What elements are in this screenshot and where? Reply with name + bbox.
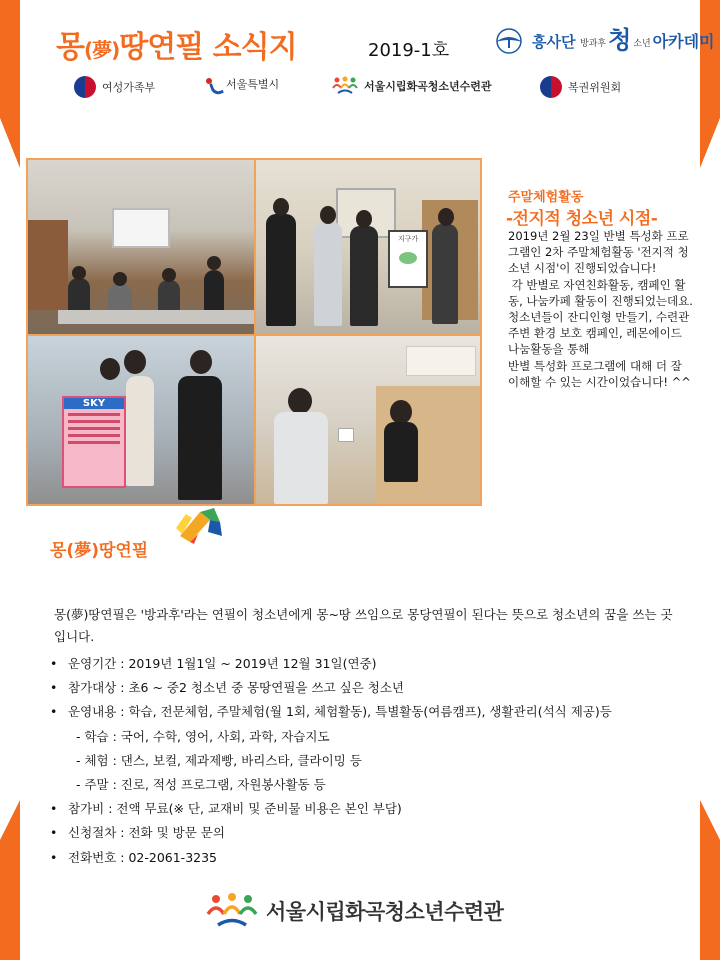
brand-heungsadan	[490, 28, 575, 54]
list-item: • 참가비 : 전액 무료(※ 단, 교재비 및 준비물 비용은 본인 부담)	[50, 797, 680, 821]
list-subitem: - 체험 : 댄스, 보컬, 제과제빵, 바리스타, 클라이밍 등	[76, 752, 362, 768]
brand-academy-small: 방과후	[580, 39, 607, 49]
frame-notch-bottom-right	[700, 800, 720, 840]
list-item: • 운영기간 : 2019년 1월1일 ~ 2019년 12월 31일(연중)	[50, 652, 680, 676]
logo-lottery	[540, 76, 621, 98]
whiteboard	[112, 208, 170, 248]
footer-logo	[206, 892, 503, 930]
drawing-board	[388, 230, 428, 288]
pink-sign-title: SKY	[64, 398, 124, 409]
logo-mogef	[74, 76, 155, 98]
brand-academy	[578, 28, 715, 52]
brand-heungsadan-label: 흥사단	[532, 32, 576, 51]
logo-lottery-label: 복권위원회	[568, 81, 622, 94]
gov-emblem-icon	[540, 76, 562, 98]
list-item: • 운영내용 : 학습, 전문체험, 주말체험(월 1회, 체험활동), 특별활동(여름캠프), 생활관리(석식 제공)등	[50, 700, 680, 724]
people-icon	[332, 76, 358, 96]
logo-center	[332, 76, 492, 96]
photo-sign	[28, 336, 254, 504]
list-item: • 전화번호 : 02-2061-3235	[50, 846, 680, 870]
drawing-board-text: 지구가	[397, 235, 419, 243]
title-main: 몽	[56, 30, 84, 65]
bird-icon	[490, 28, 528, 54]
title-paren: (夢)	[83, 38, 120, 62]
article-body: 2019년 2월 23일 반별 특성화 프로그램인 2차 주말체험활동 '전지적 청소년 시점'이 진행되었습니다! 각 반별로 자연친화활동, 캠페인 활동, 나눔카페 활동이 진행되었는데요. 청소년들이 잔디인형 만들기, 수련관 주변 환경 보호 캠페인, 레몬에이드 나눔활동을 통해 반별 특성화 프로그램에 대해 더 잘 이해할 수 있는 시간이었습니다! ^^	[508, 229, 693, 389]
list-subitem: - 학습 : 국어, 수학, 영어, 사회, 과학, 자습지도	[76, 728, 330, 744]
frame-notch-left	[0, 118, 20, 168]
photo-group	[256, 160, 480, 334]
brand-academy-mid: 아카데미	[652, 32, 715, 51]
pencil-icon	[170, 506, 230, 544]
section-title: 몽(夢)땅연필	[50, 541, 149, 561]
newsletter-title	[56, 22, 297, 66]
brand-academy-big: 청	[608, 26, 632, 54]
article-headline: -전지적 청소년 시점-	[506, 209, 658, 229]
seoul-icon	[204, 76, 220, 92]
brand-academy-small2: 소년	[633, 39, 651, 49]
program-details	[50, 652, 680, 870]
frame-notch-bottom-left	[0, 800, 20, 840]
issue-number: 2019-1호	[368, 40, 450, 61]
footer-org-name: 서울시립화곡청소년수련관	[266, 900, 504, 924]
lockers	[28, 220, 68, 310]
photo-collage	[26, 158, 482, 506]
section-intro: 몽(夢)땅연필은 '방과후'라는 연필이 청소년에게 몽~땅 쓰임으로 몽당연필이 된다는 뜻으로 청소년의 꿈을 쓰는 곳입니다.	[54, 607, 673, 644]
title-rest: 땅연필 소식지	[119, 30, 297, 65]
logo-seoul-label: 서울특별시	[226, 78, 280, 91]
people-icon	[206, 892, 258, 930]
list-item: • 참가대상 : 초6 ~ 중2 청소년 중 몽땅연필을 쓰고 싶은 청소년	[50, 676, 680, 700]
list-subitem: - 주말 : 진로, 적성 프로그램, 자원봉사활동 등	[76, 776, 326, 792]
logo-seoul	[204, 76, 279, 92]
logo-mogef-label: 여성가족부	[102, 81, 156, 94]
frame-notch-right	[700, 118, 720, 168]
list-item: • 신청절차 : 전화 및 방문 문의	[50, 821, 680, 845]
logo-center-label: 서울시립화곡청소년수련관	[364, 80, 492, 93]
pink-sign	[62, 396, 126, 488]
gov-emblem-icon	[74, 76, 96, 98]
photo-lemonade	[256, 336, 480, 504]
article-tag: 주말체험활동	[508, 190, 584, 205]
photo-classroom	[28, 160, 254, 334]
sponsor-logos	[0, 76, 720, 100]
